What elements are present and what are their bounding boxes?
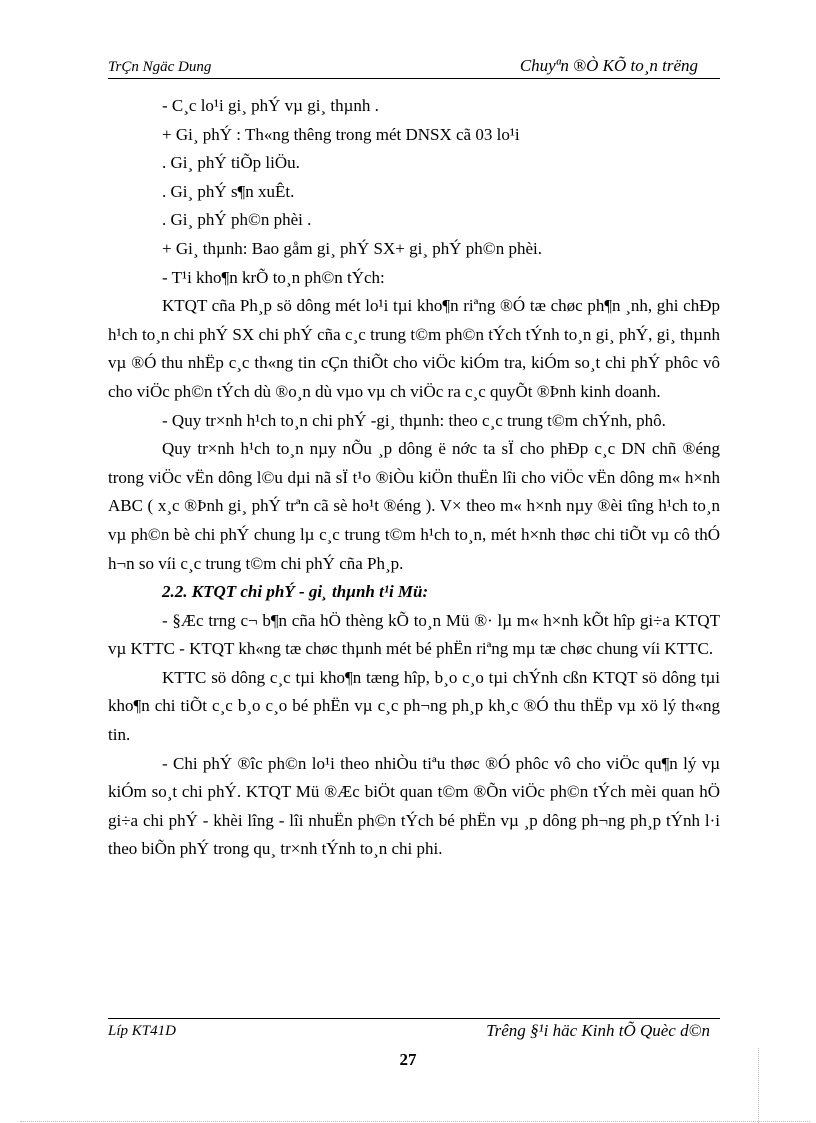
paragraph-1: - C¸c lo¹i gi¸ phÝ vµ gi¸ thµnh . [162,96,379,115]
paragraph-3: . Gi¸ phÝ tiÕp liÖu. [162,153,300,173]
paragraph-12: KTTC sö dông c¸c tµi kho¶n tæng hîp, b¸o c¸o tµi chÝnh cßn KTQT sö dông tµi kho¶n chi tiÕt c¸c b¸o c¸o bé phËn vµ c¸c ph¬ng ph¸p kh¸c ®Ó thu thËp vµ xö lý th«ng tin. [108,667,720,745]
footer-class: Líp KT41D [108,1023,176,1039]
paragraph-5: . Gi¸ phÝ ph©n phèi . [162,210,312,230]
page-body [108,92,720,864]
footer-university: Trêng §¹i häc Kinh tÕ Quèc d©n [486,1021,710,1040]
paragraph-10: Quy tr×nh h¹ch to¸n nµy nÕu ¸p dông ë nớc ta sÏ cho phÐp c¸c DN chñ ®éng trong viÖc vËn dông l©u dµi nã sÏ t¹o ®iÒu kiÖn thuËn lîi cho viÖc vËn dông m« h×nh ABC ( x¸c ®Þnh gi¸ phÝ trªn cã sè ho¹t ®éng ). V× theo m« h×nh nµy ®èi tîng h¹ch to¸n vµ ph©n bè chi phÝ chung lµ c¸c trung t©m h¹ch to¸n, mét h×nh thøc chi tiÕt vµ cô thÓ h¬n so víi c¸c trung t©m chi phÝ cña Ph¸p. [108,439,720,573]
page-footer [108,1018,720,1041]
paragraph-2: + Gi¸ phÝ : Th«ng thêng trong mét DNSX cã 03 lo¹i [162,124,520,144]
page-number: 27 [399,1050,417,1069]
page-header [108,56,720,79]
header-title: Chuyªn ®Ò KÕ to¸n trëng [519,56,698,75]
paragraph-8: KTQT cña Ph¸p sö dông mét lo¹i tµi kho¶n riªng ®Ó tæ chøc ph¶n ¸nh, ghi chÐp h¹ch to¸n chi phÝ SX chi phÝ cña c¸c trung t©m ph©n tÝch tÝnh to¸n gi¸ phÝ, gi¸ thµnh vµ ®Ó thu nhËp c¸c th«ng tin cÇn thiÕt cho viÖc kiÓm tra, kiÓm so¸t chi phÝ phôc vô cho viÖc ph©n tÝch dù ®o¸n dù vµo vµ ch viÖc ra c¸c quyÕt ®Þnh kinh doanh. [108,296,720,401]
header-author: TrÇn Ngäc Dung [108,59,212,75]
paragraph-9: - Quy tr×nh h¹ch to¸n chi phÝ -gi¸ thµnh: theo c¸c trung t©m chÝnh, phô. [162,410,666,430]
paragraph-7: - T¹i kho¶n krÕ to¸n ph©n tÝch: [162,267,385,287]
section-heading: 2.2. KTQT chi phÝ - gi¸ thµnh t¹i Mü: [162,582,429,602]
page-border-right [758,1048,760,1123]
paragraph-13: - Chi phÝ ®îc ph©n lo¹i theo nhiÒu tiªu thøc ®Ó phôc vô cho viÖc qu¶n lý vµ kiÓm so¸t chi phÝ. KTQT Mü ®Æc biÖt quan t©m ®Õn viÖc ph©n tÝch mèi quan hÖ gi÷a chi phÝ - khèi lîng - lîi nhuËn ph©n tÝch bé phËn vµ ¸p dông ph¬ng ph¸p tÝnh l·i theo biÕn phÝ trong qu¸ tr×nh tÝnh to¸n chi phi. [108,753,720,859]
paragraph-4: . Gi¸ phÝ s¶n xuÊt. [162,181,295,201]
paragraph-11: - §Æc trng c¬ b¶n cña hÖ thèng kÕ to¸n Mü ®· lµ m« h×nh kÕt hîp gi÷a KTQT vµ KTTC - KTQT kh«ng tæ chøc thµnh mét bé phËn riªng mµ tæ chøc chung víi KTTC. [108,610,720,659]
paragraph-6: + Gi¸ thµnh: Bao gåm gi¸ phÝ SX+ gi¸ phÝ ph©n phèi. [162,238,542,258]
